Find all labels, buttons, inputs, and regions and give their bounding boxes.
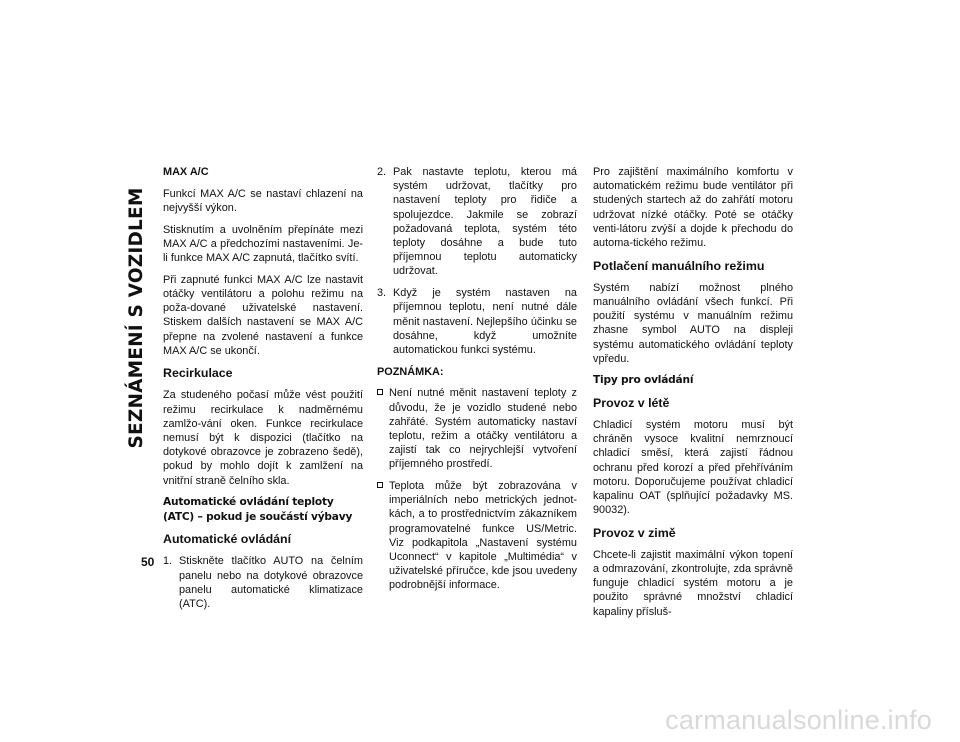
heading-manual-override: Potlačení manuálního režimu <box>593 258 765 273</box>
paragraph: Systém nabízí možnost plného manuálního ovládání všech funkcí. Při použití systému v manuálním režimu zhasne symbol AUTO na displeji systému automatického ovládání teploty vpředu. <box>593 281 793 365</box>
numbered-item <box>377 286 577 357</box>
item-text: Když je systém nastaven na příjemnou teplotu, není nutné dále měnit nastavení. Nejlepšího účinku se dosáhne, když umožníte automatickou funkci systému. <box>393 287 577 356</box>
column-2 <box>377 165 577 600</box>
column-3 <box>593 165 793 626</box>
item-text: Stiskněte tlačítko AUTO na čelním panelu nebo na dotykové obrazovce panelu automatické klimatizace (ATC). <box>179 555 363 610</box>
square-bullet-icon <box>377 389 383 395</box>
heading-summer-operation: Provoz v létě <box>593 395 670 410</box>
page-number: 50 <box>141 555 155 569</box>
bullet-item <box>377 479 577 593</box>
item-text: Pak nastavte teplotu, kterou má systém udržovat, tlačítky pro nastavení teploty pro řidiče a spolujezdce. Jakmile se zobrazí požadovaná teplota, systém této teploty dosáhne a bude tuto příjemnou teplotu automaticky udržovat. <box>393 166 577 278</box>
heading-recirculation: Recirkulace <box>163 366 233 381</box>
bullet-text: Není nutné měnit nastavení teploty z důvodu, že je vozidlo studené nebo zahřáté. Systém automaticky nastaví teplotu, režim a otáčky ventilátoru a zajistí tak co nejrychlejší vytvoření příjemného prostředí. <box>389 387 577 471</box>
heading-max-ac: MAX A/C <box>163 166 209 178</box>
paragraph: Chcete-li zajistit maximální výkon topení a odmrazování, zkontrolujte, zda správně funguje chladicí systém motoru a je použito správné množství chladicí kapaliny přísluš- <box>593 548 793 618</box>
watermark: carmanualsonline.info <box>665 705 932 735</box>
section-side-title: SEZNÁMENÍ S VOZIDLEM <box>126 187 147 449</box>
item-number: 2. <box>377 166 387 178</box>
numbered-item <box>163 554 363 611</box>
heading-atc: Automatické ovládání teploty (ATC) – pokud je součástí výbavy <box>163 496 353 523</box>
paragraph: Za studeného počasí může vést použití režimu recirkulace k nadměrnému zamlžo-vání oken. Funkce recirkulace nemusí být k dispozici (tlačítko na dotykové obrazovce je zobrazeno šedě), pokud by mohlo dojít k zamlžení na vnitřní straně čelního skla. <box>163 389 363 487</box>
heading-winter-operation: Provoz v zimě <box>593 525 676 540</box>
bullet-text: Teplota může být zobrazována v imperiálních nebo metrických jednot-kách, a to prostřednictvím zákazníkem programovatelné funkce US/Metric. Viz podkapitola „Nastavení systému Uconnect“ v kapitole „Multimédia“ v uživatelské příručce, kde jsou uvedeny podrobnější informace. <box>389 480 577 592</box>
heading-automatic-control: Automatické ovládání <box>163 532 292 547</box>
bullet-item <box>377 386 577 471</box>
column-1 <box>163 165 363 619</box>
paragraph: Při zapnuté funkci MAX A/C lze nastavit otáčky ventilátoru a polohu režimu na poža-dované uživatelské nastavení. Stiskem dalších nastavení se MAX A/C přepne na zvolené nastavení a funkce MAX A/C se ukončí. <box>163 273 363 357</box>
paragraph: Pro zajištění maximálního komfortu v automatickém režimu bude ventilátor při studených startech až do zahřátí motoru udržovat nízké otáčky. Poté se otáčky venti-látoru zvýší a dojde k přechodu do automa-tického režimu. <box>593 166 793 250</box>
paragraph: Stisknutím a uvolněním přepínáte mezi MAX A/C a předchozími nastaveními. Je-li funkce MAX A/C zapnutá, tlačítko svítí. <box>163 223 363 265</box>
item-number: 1. <box>163 555 173 568</box>
square-bullet-icon <box>377 482 383 488</box>
paragraph: Funkcí MAX A/C se nastaví chlazení na nejvyšší výkon. <box>163 187 363 214</box>
paragraph: Chladicí systém motoru musí být chráněn vysoce kvalitní nemrznoucí chladicí směsí, která zajistí řádnou ochranu před korozí a před přehříváním motoru. Doporučujeme používat chladicí kapalinu OAT (splňující požadavky MS. 90032). <box>593 418 793 517</box>
item-number: 3. <box>377 287 387 300</box>
note-heading: POZNÁMKA: <box>377 365 444 378</box>
heading-operating-tips: Tipy pro ovládání <box>593 374 694 387</box>
numbered-item <box>377 165 577 279</box>
